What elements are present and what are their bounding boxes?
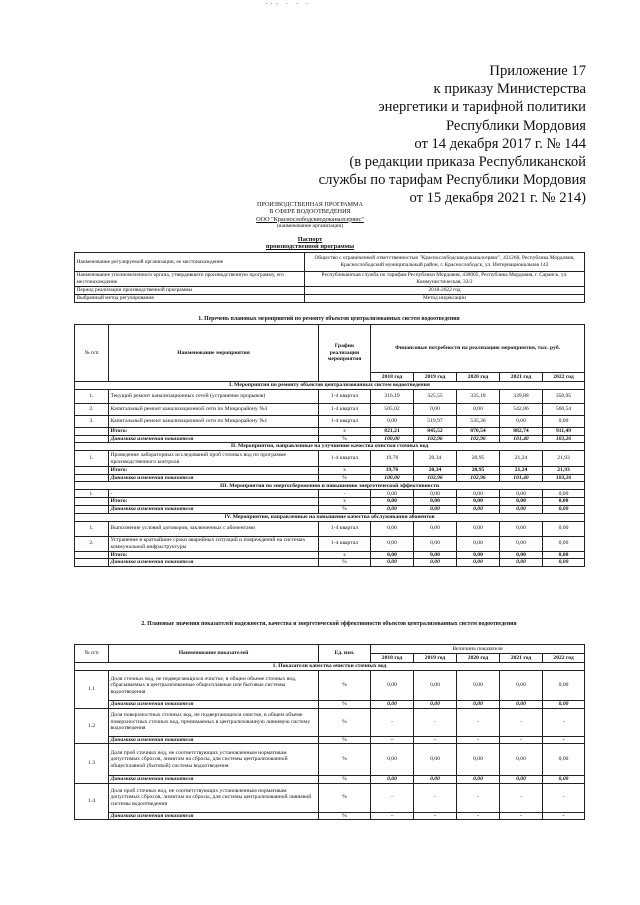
measure-row	[75, 390, 585, 404]
total-label: Итого:	[109, 428, 319, 436]
measure-schedule: 1-4 квартал	[319, 416, 371, 428]
block-title: IV. Мероприятия, направленные на повышение качества обслуживания абонентов	[75, 513, 585, 521]
dyn-value: 0,00	[457, 559, 500, 567]
dyn-label: Динамика изменения показателя	[109, 559, 319, 567]
row-num: 1.	[75, 490, 109, 498]
passport-row	[75, 287, 585, 295]
finance-value: 0,00	[457, 521, 500, 536]
block-title: I. Мероприятия по ремонту объектов централизованных систем водоотведения	[75, 382, 585, 390]
dyn-value: 100,00	[371, 474, 414, 482]
total-value: 882,74	[500, 428, 543, 436]
finance-value: 335,18	[457, 390, 500, 404]
dyn-value: 0,00	[371, 559, 414, 567]
measure-row	[75, 404, 585, 416]
total-value: 845,52	[414, 428, 457, 436]
passport-value: Республиканская служба по тарифам Республики Мордовия, 430005, Республика Мордовия, г. Саранск, ул. Коммунистическая, 33/2	[305, 272, 585, 287]
finance-value: 0,00	[414, 404, 457, 416]
scan-marks: ··· · · ·	[265, 0, 312, 8]
indicator-row	[75, 708, 585, 736]
indicator-value: -	[500, 708, 543, 736]
total-label: Итого:	[109, 551, 319, 559]
year-header: 2019 год	[414, 654, 457, 663]
year-header: 2019 год	[414, 373, 457, 382]
measure-schedule: 1-4 квартал	[319, 404, 371, 416]
indicator-row	[75, 744, 585, 776]
total-unit: х	[319, 467, 371, 475]
dynamics-label: Динамика изменения показателя	[109, 776, 319, 784]
measure-name: Проведение лабораторных исследований проб сточных вод по программе производственного контроля	[109, 451, 319, 467]
total-row	[75, 551, 585, 559]
col-header-values: Величина показателя	[371, 645, 585, 654]
dyn-value: 0,00	[543, 559, 585, 567]
dynamics-value: 0,00	[500, 701, 543, 709]
col-header-name: Наименование мероприятия	[109, 325, 319, 382]
indicator-value: 0,00	[543, 744, 585, 776]
dynamics-value: -	[543, 736, 585, 744]
measure-name: Устранение в кратчайшие сроки аварийных ситуаций и повреждений на системах коммунальной инфраструктуры	[109, 536, 319, 551]
appendix-line: службы по тарифам Республики Мордовия	[318, 172, 586, 189]
finance-value: 0,00	[543, 416, 585, 428]
indicator-value: 0,00	[414, 671, 457, 701]
indicator-value: -	[371, 708, 414, 736]
finance-value: 505,02	[371, 404, 414, 416]
finance-value: 0,00	[543, 490, 585, 498]
measure-name: Капитальный ремонт канализационной сети по Микрорайону №1	[109, 416, 319, 428]
dynamics-value: 0,00	[457, 776, 500, 784]
section2-title: 2. Плановые значения показателей надежности, качества и энергетической эффективности объектов централизованных систем водоотведения	[141, 621, 517, 627]
dynamics-value: -	[371, 736, 414, 744]
passport-row	[75, 295, 585, 303]
dyn-value: 102,96	[414, 474, 457, 482]
finance-value: 350,95	[543, 390, 585, 404]
finance-value: 0,00	[500, 521, 543, 536]
dynamics-value: -	[457, 736, 500, 744]
finance-value: 535,36	[457, 416, 500, 428]
finance-value: 0,00	[371, 536, 414, 551]
finance-value: 0,00	[500, 490, 543, 498]
dynamics-label: Динамика изменения показателя	[109, 736, 319, 744]
dynamics-value: 0,00	[371, 776, 414, 784]
dyn-value: 103,26	[543, 435, 585, 443]
dynamics-value: -	[371, 812, 414, 820]
measure-row	[75, 451, 585, 467]
finance-value: 325,55	[414, 390, 457, 404]
row-num-empty	[75, 559, 109, 567]
finance-value: 0,00	[457, 536, 500, 551]
year-header: 2020 год	[457, 654, 500, 663]
indicator-row	[75, 671, 585, 701]
dynamics-unit: %	[319, 701, 371, 709]
dynamics-value: 0,00	[371, 701, 414, 709]
total-row	[75, 467, 585, 475]
indicator-value: 0,00	[371, 744, 414, 776]
row-num: 2.	[75, 404, 109, 416]
dyn-value: 101,40	[500, 435, 543, 443]
finance-value: 0,00	[500, 536, 543, 551]
dynamics-label: Динамика изменения показателя	[109, 701, 319, 709]
indicator-name: Доля поверхностных сточных вод, не подвергающихся очистке, в общем объеме поверхностных сточных вод, принимаемых в централизованную ливневую систему водоотведения	[109, 708, 319, 736]
total-unit: х	[319, 428, 371, 436]
dyn-label: Динамика изменения показателя	[109, 505, 319, 513]
dynamics-value: -	[414, 736, 457, 744]
indicator-value: -	[457, 708, 500, 736]
row-num: 2.	[75, 536, 109, 551]
measures-table	[74, 324, 585, 567]
appendix-line: Республики Мордовия	[445, 117, 586, 134]
year-header: 2018 год	[371, 654, 414, 663]
finance-value: 19,76	[371, 451, 414, 467]
row-num: 1.4	[75, 783, 109, 820]
total-value: 0,00	[414, 498, 457, 506]
year-header: 2021 год	[500, 373, 543, 382]
col-header-unit: Ед. изм.	[319, 645, 371, 663]
finance-value: 560,54	[543, 404, 585, 416]
passport-value: Общество с ограниченной ответственностью "Краснослободскводоканалсервис", 431260, Республика Мордовия, Краснослободский муниципальный район, г. Краснослободск, ул. Интернациональная 143	[305, 253, 585, 272]
passport-label: Период реализации производственной программы	[75, 287, 305, 295]
total-value: 0,00	[500, 551, 543, 559]
passport-value: Метод индексации	[305, 295, 585, 303]
col-header-name: Наименование показателей	[109, 645, 319, 663]
total-value: 21,24	[500, 467, 543, 475]
measure-schedule: 1-4 квартал	[319, 390, 371, 404]
dyn-label: Динамика изменения показателя	[109, 435, 319, 443]
dyn-value: 0,00	[414, 505, 457, 513]
block-title-row	[75, 513, 585, 521]
total-value: 0,00	[543, 498, 585, 506]
dyn-unit: %	[319, 559, 371, 567]
finance-value: 20,95	[457, 451, 500, 467]
passport-row	[75, 253, 585, 272]
indicator-value: 0,00	[457, 671, 500, 701]
dyn-unit: %	[319, 474, 371, 482]
dynamics-value: 0,00	[500, 776, 543, 784]
col-header-num: № п/п	[75, 645, 109, 663]
dyn-value: 103,26	[543, 474, 585, 482]
row-num-empty	[75, 428, 109, 436]
finance-value: 0,00	[500, 416, 543, 428]
passport-label: Наименование уполномоченного органа, утвердившего производственную программу, его местонахождение	[75, 272, 305, 287]
row-num: 1.1	[75, 671, 109, 709]
block-title: III. Мероприятия по энергосбережению и повышению энергетической эффективности	[75, 482, 585, 490]
row-num: 1.	[75, 521, 109, 536]
finance-value: 339,88	[500, 390, 543, 404]
total-value: 870,54	[457, 428, 500, 436]
dynamics-value: 0,00	[543, 701, 585, 709]
appendix-line: (в редакции приказа Республиканской	[349, 154, 586, 171]
measure-row	[75, 490, 585, 498]
measure-row	[75, 416, 585, 428]
passport-label: Наименование регулируемой организации, ее местонахождение	[75, 253, 305, 272]
indicator-unit: %	[319, 671, 371, 701]
indicator-value: -	[414, 708, 457, 736]
indicator-value: 0,00	[543, 671, 585, 701]
dyn-value: 0,00	[500, 559, 543, 567]
indicator-value: -	[543, 708, 585, 736]
dyn-value: 102,96	[457, 474, 500, 482]
appendix-line: энергетики и тарифной политики	[378, 99, 586, 116]
dynamics-value: 0,00	[414, 776, 457, 784]
finance-value: 0,00	[414, 521, 457, 536]
year-header: 2020 год	[457, 373, 500, 382]
block-title-row	[75, 443, 585, 451]
indicator-name: Доля проб сточных вод, не соответствующих установленным нормативам допустимых сбросов, лимитам на сбросы, для системы централизованной ливневой системы водоотведения	[109, 783, 319, 812]
finance-value: 0,00	[371, 521, 414, 536]
passport-value: 2018-2022 год	[305, 287, 585, 295]
appendix-line: от 14 декабря 2017 г. № 144	[414, 135, 586, 152]
measure-schedule: 1-4 квартал	[319, 521, 371, 536]
dynamics-value: -	[543, 812, 585, 820]
row-num-empty	[75, 467, 109, 475]
row-num-empty	[75, 474, 109, 482]
dyn-value: 100,00	[371, 435, 414, 443]
col-header-schedule: График реализации мероприятия	[319, 325, 371, 382]
dyn-unit: %	[319, 435, 371, 443]
finance-value: 0,00	[414, 490, 457, 498]
row-num-empty	[75, 551, 109, 559]
total-value: 0,00	[414, 551, 457, 559]
dynamics-row	[75, 435, 585, 443]
row-num: 1.	[75, 451, 109, 467]
total-label: Итого:	[109, 498, 319, 506]
dynamics-row	[75, 812, 585, 820]
dyn-value: 102,96	[414, 435, 457, 443]
program-title-line2: В СФЕРЕ ВОДООТВЕДЕНИЯ	[269, 208, 351, 216]
organization-name: ООО "Краснослободскводоканалсервис"	[256, 215, 364, 223]
measure-schedule: 1-4 квартал	[319, 536, 371, 551]
dynamics-row	[75, 559, 585, 567]
block-title: II. Мероприятия, направленные на улучшение качества очистки сточных вод	[75, 443, 585, 451]
total-value: 911,49	[543, 428, 585, 436]
section1-title: 1. Перечень плановых мероприятий по ремонту объектов централизованных систем водоотведения	[198, 316, 460, 322]
year-header: 2022 год	[543, 373, 585, 382]
dynamics-row	[75, 736, 585, 744]
dynamics-value: -	[500, 812, 543, 820]
organization-note: (наименование организации)	[276, 223, 344, 230]
total-value: 0,00	[457, 551, 500, 559]
appendix-line: Приложение 17	[489, 63, 586, 79]
finance-value: 21,93	[543, 451, 585, 467]
indicator-unit: %	[319, 744, 371, 776]
total-value: 20,34	[414, 467, 457, 475]
appendix-line: к приказу Министерства	[433, 81, 586, 98]
passport-title: Паспорт	[297, 236, 323, 243]
finance-value: 316,19	[371, 390, 414, 404]
dynamics-label: Динамика изменения показателя	[109, 812, 319, 820]
dyn-value: 101,40	[500, 474, 543, 482]
dynamics-unit: %	[319, 776, 371, 784]
appendix-line: от 15 декабря 2021 г. № 214)	[409, 190, 586, 207]
indicators-table	[74, 644, 585, 820]
measure-schedule: -	[319, 490, 371, 498]
dyn-label: Динамика изменения показателя	[109, 474, 319, 482]
appendix-block	[266, 62, 586, 208]
col-header-finance: Финансовые потребности на реализацию мероприятия, тыс. руб.	[371, 325, 585, 373]
dyn-value: 0,00	[543, 505, 585, 513]
passport-row	[75, 272, 585, 287]
indicator-unit: %	[319, 783, 371, 812]
program-header	[240, 201, 380, 231]
finance-value: 0,00	[414, 536, 457, 551]
group-title-row	[75, 663, 585, 671]
row-num-empty	[75, 498, 109, 506]
indicator-value: 0,00	[500, 744, 543, 776]
indicator-name: Доля проб сточных вод, не соответствующих установленным нормативам допустимых сбросов, лимитам на сбросы, для системы централизованной общесплавной (бытовой) системы водоотведения	[109, 744, 319, 776]
dynamics-row	[75, 776, 585, 784]
finance-value: 0,00	[457, 490, 500, 498]
col-header-num: № п/п	[75, 325, 109, 382]
dyn-value: 0,00	[500, 505, 543, 513]
row-num: 1.2	[75, 708, 109, 744]
total-value: 21,93	[543, 467, 585, 475]
year-header: 2022 год	[543, 654, 585, 663]
total-row	[75, 428, 585, 436]
dynamics-value: -	[500, 736, 543, 744]
total-value: 0,00	[500, 498, 543, 506]
block-title-row	[75, 482, 585, 490]
row-num-empty	[75, 505, 109, 513]
finance-value: 0,00	[457, 404, 500, 416]
indicator-unit: %	[319, 708, 371, 736]
passport-table	[74, 252, 585, 303]
program-title-line1: ПРОИЗВОДСТВЕННАЯ ПРОГРАММА	[256, 201, 364, 208]
total-value: 0,00	[543, 551, 585, 559]
indicator-value: 0,00	[457, 744, 500, 776]
finance-value: 0,00	[543, 536, 585, 551]
row-num: 1.3	[75, 744, 109, 784]
indicator-value: 0,00	[500, 671, 543, 701]
indicator-name: Доля сточных вод, не подвергающихся очистке, в общем объеме сточных вод, сбрасываемых в централизованные общесплавные или бытовые системы водоотведения	[109, 671, 319, 701]
dynamics-row	[75, 474, 585, 482]
total-unit: х	[319, 551, 371, 559]
measure-name: Текущий ремонт канализационных сетей (устранение прорывов)	[109, 390, 319, 404]
total-value: 821,21	[371, 428, 414, 436]
dyn-value: 0,00	[371, 505, 414, 513]
measure-row	[75, 536, 585, 551]
group-title: 1. Показатели качества очистки сточных вод	[75, 663, 585, 671]
total-row	[75, 498, 585, 506]
finance-value: 20,34	[414, 451, 457, 467]
row-num-empty	[75, 435, 109, 443]
total-label: Итого:	[109, 467, 319, 475]
dyn-value: 0,00	[457, 505, 500, 513]
finance-value: 542,86	[500, 404, 543, 416]
indicator-value: 0,00	[414, 744, 457, 776]
dyn-value: 0,00	[414, 559, 457, 567]
total-value: 0,00	[457, 498, 500, 506]
block-title-row	[75, 382, 585, 390]
finance-value: 21,24	[500, 451, 543, 467]
finance-value: 0,00	[371, 416, 414, 428]
total-value: 0,00	[371, 498, 414, 506]
dynamics-row	[75, 701, 585, 709]
measure-row	[75, 521, 585, 536]
dynamics-unit: %	[319, 736, 371, 744]
row-num: 1.	[75, 390, 109, 404]
dynamics-value: 0,00	[457, 701, 500, 709]
dynamics-unit: %	[319, 812, 371, 820]
indicator-row	[75, 783, 585, 812]
measure-name: Капитальный ремонт канализационной сети по Микрорайону №3	[109, 404, 319, 416]
total-unit: х	[319, 498, 371, 506]
year-header: 2021 год	[500, 654, 543, 663]
measure-name: -	[109, 490, 319, 498]
indicator-value: 0,00	[371, 671, 414, 701]
dyn-value: 102,96	[457, 435, 500, 443]
finance-value: 519,97	[414, 416, 457, 428]
passport-subtitle: производственной программы	[265, 243, 355, 251]
indicator-value: -	[371, 783, 414, 812]
dynamics-value: -	[414, 812, 457, 820]
total-value: 20,95	[457, 467, 500, 475]
year-header: 2018 год	[371, 373, 414, 382]
indicator-value: -	[543, 783, 585, 812]
finance-value: 0,00	[371, 490, 414, 498]
passport-label: Выбранный метод регулирования	[75, 295, 305, 303]
indicator-value: -	[414, 783, 457, 812]
dyn-unit: %	[319, 505, 371, 513]
total-value: 0,00	[371, 551, 414, 559]
measure-schedule: 1-4 квартал	[319, 451, 371, 467]
row-num: 3.	[75, 416, 109, 428]
passport-heading	[240, 236, 380, 251]
dynamics-value: 0,00	[543, 776, 585, 784]
total-value: 19,76	[371, 467, 414, 475]
finance-value: 0,00	[543, 521, 585, 536]
indicator-value: -	[500, 783, 543, 812]
measure-name: Выполнение условий договоров, заключенных с абонентами	[109, 521, 319, 536]
dynamics-value: 0,00	[414, 701, 457, 709]
dynamics-row	[75, 505, 585, 513]
dynamics-value: -	[457, 812, 500, 820]
indicator-value: -	[457, 783, 500, 812]
